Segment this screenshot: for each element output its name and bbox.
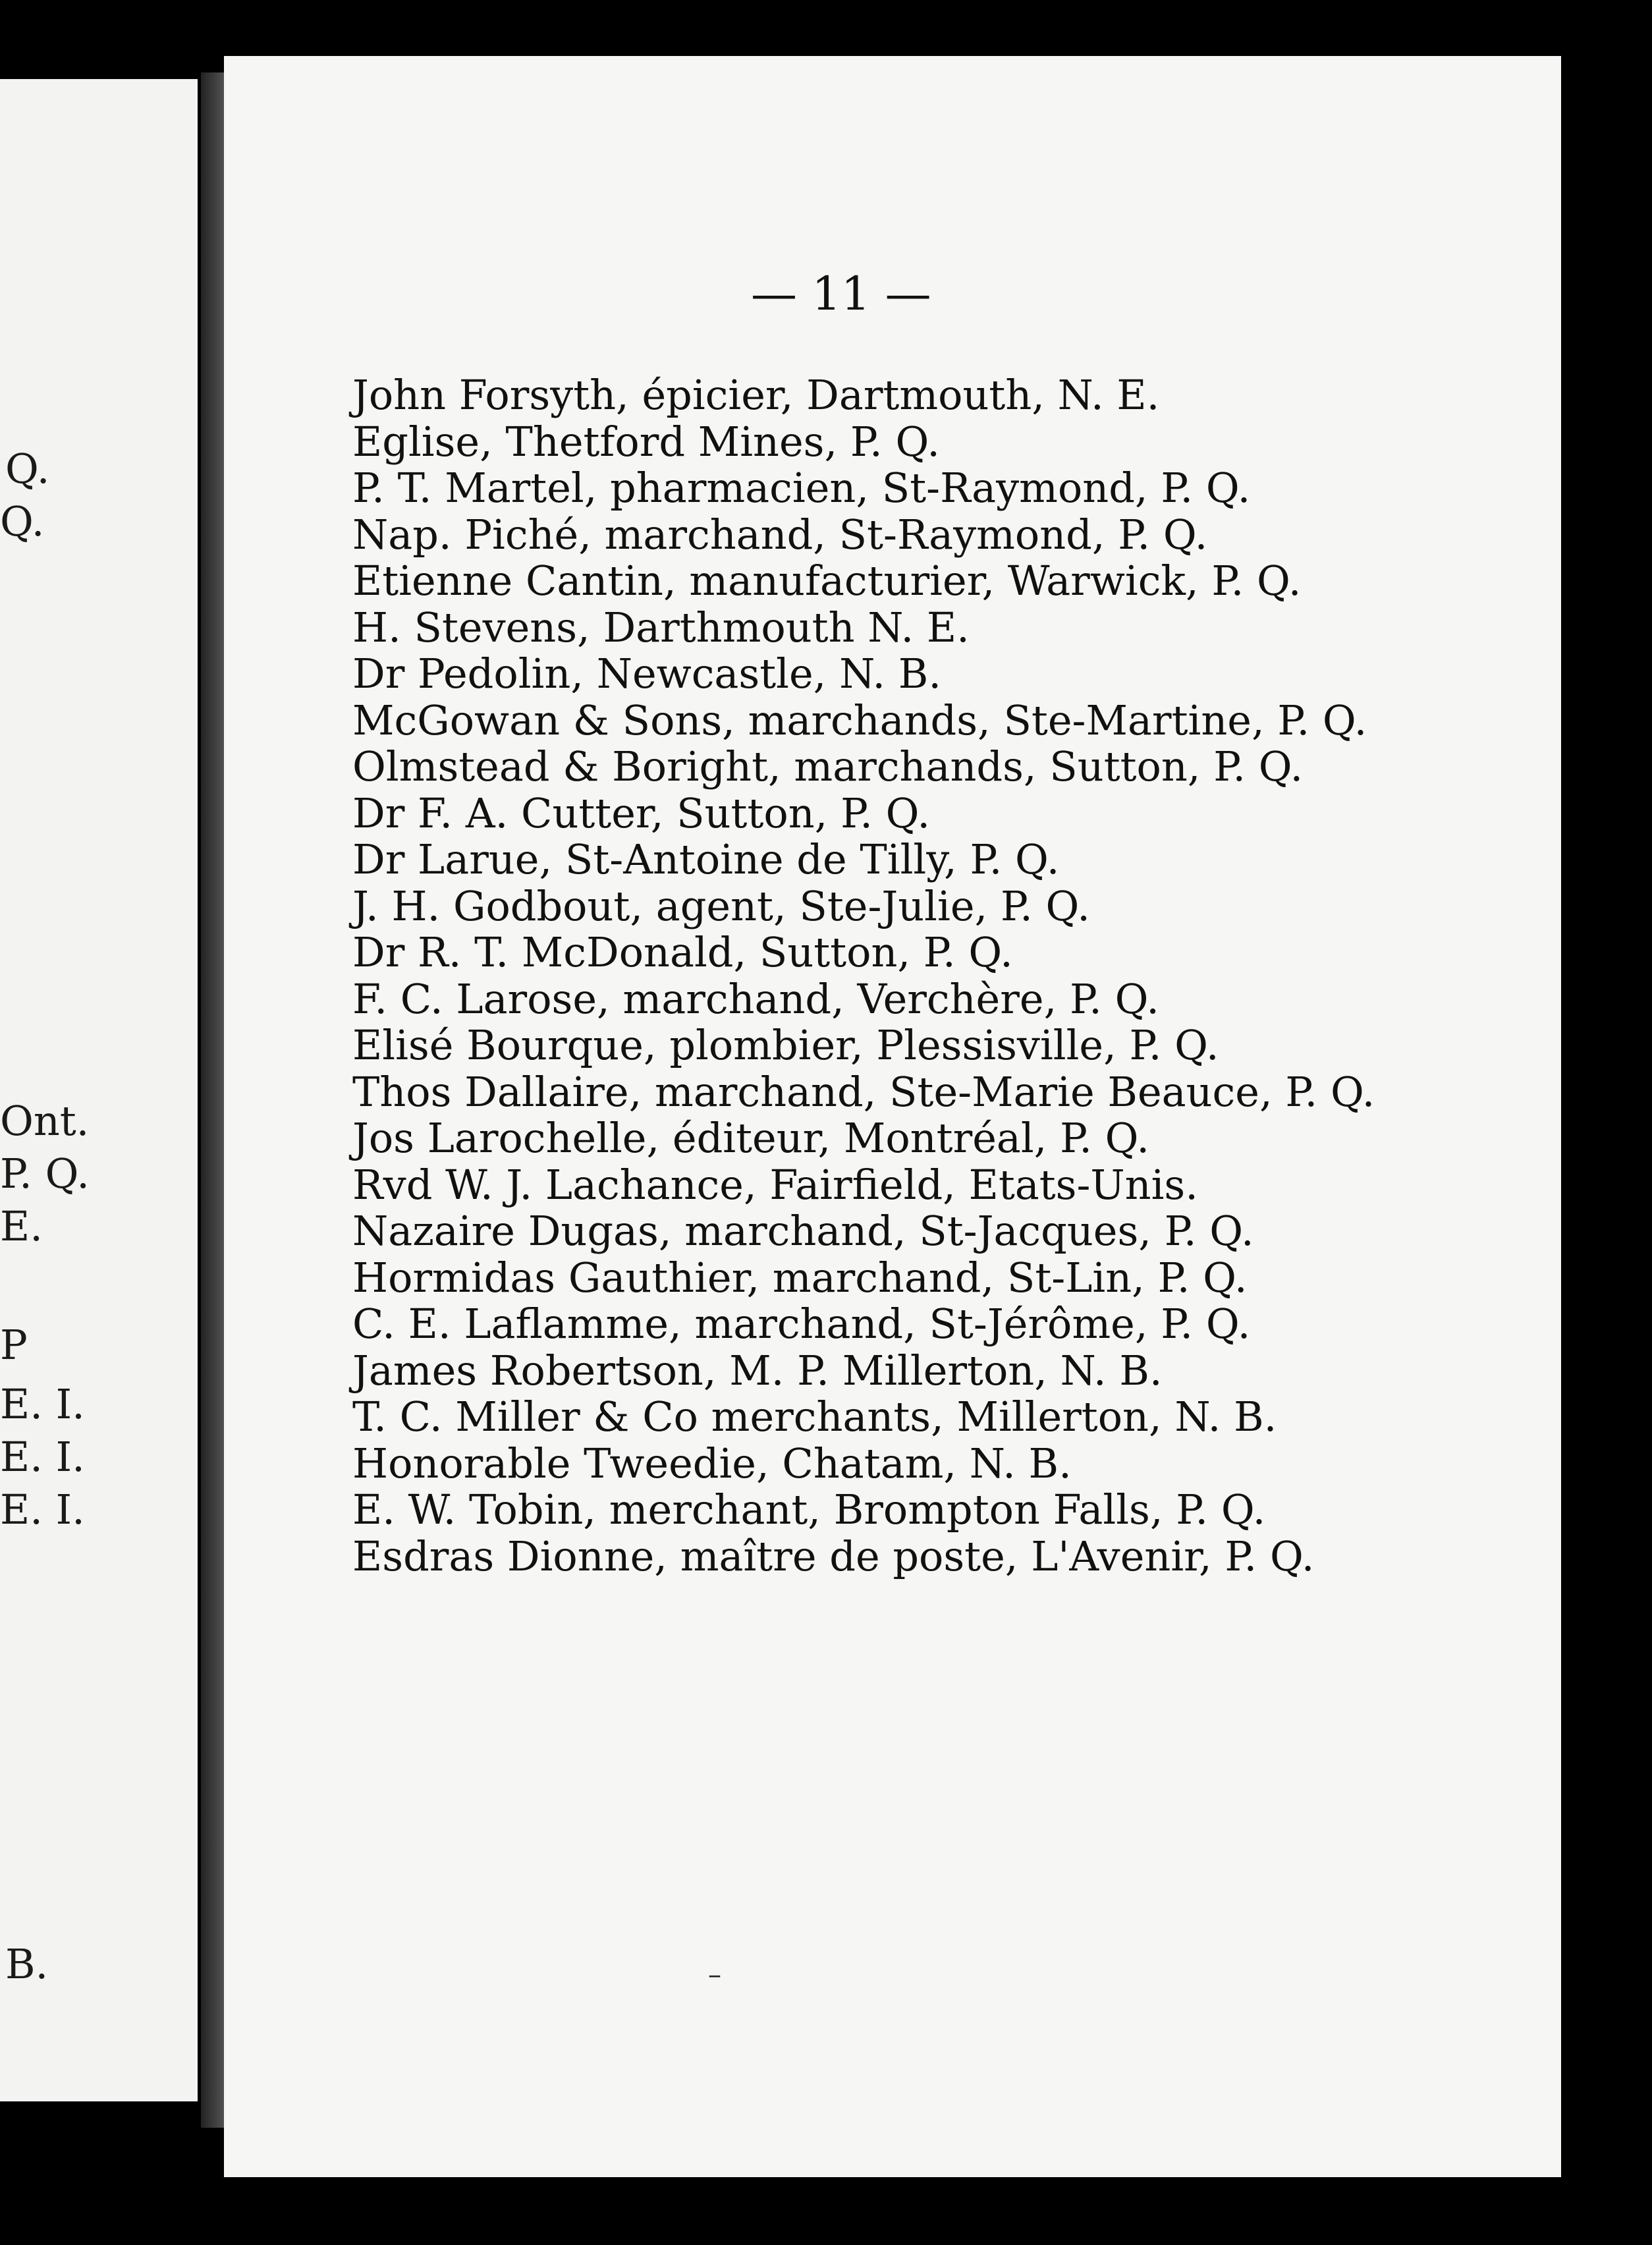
left-fragment: E. I. [0,1380,85,1428]
left-fragment: Q. [5,445,50,493]
page-number: — 11 — [751,267,931,321]
left-page-edge [0,79,198,2101]
list-item: Olmstead & Boright, marchands, Sutton, P. Q. [352,742,1304,790]
subscriber-list [352,372,1375,1580]
list-item: Nap. Piché, marchand, St-Raymond, P. Q. [352,510,1208,559]
list-item: H. Stevens, Darthmouth N. E. [352,603,970,651]
list-item: Elisé Bourque, plombier, Plessisville, P. Q. [352,1021,1219,1069]
list-item: J. H. Godbout, agent, Ste-Julie, P. Q. [352,881,1090,930]
list-item: P. T. Martel, pharmacien, St-Raymond, P. Q. [352,464,1251,512]
list-item: E. W. Tobin, merchant, Brompton Falls, P. Q. [352,1485,1266,1534]
list-item: Eglise, Thetford Mines, P. Q. [352,417,940,466]
left-fragment: B. [5,1940,49,1988]
list-item: Dr R. T. McDonald, Sutton, P. Q. [352,928,1013,976]
left-fragment: P. Q. [0,1150,90,1198]
left-fragment: P [0,1321,28,1369]
list-item: Esdras Dionne, maître de poste, L'Avenir, P. Q. [352,1532,1315,1580]
left-fragment: E. I. [0,1485,85,1534]
list-item: McGowan & Sons, marchands, Ste-Martine, P. Q. [352,696,1367,744]
list-item: C. E. Laflamme, marchand, St-Jérôme, P. Q. [352,1300,1251,1348]
list-item: James Robertson, M. P. Millerton, N. B. [352,1346,1163,1395]
left-fragment: Q. [0,497,45,545]
list-item: Etienne Cantin, manufacturier, Warwick, P. Q. [352,557,1302,605]
list-item: Thos Dallaire, marchand, Ste-Marie Beauce, P. Q. [352,1067,1375,1116]
list-item: Honorable Tweedie, Chatam, N. B. [352,1439,1072,1487]
left-fragment: E. I. [0,1433,85,1481]
stray-ink-mark: – [708,1960,721,1990]
list-item: Hormidas Gauthier, marchand, St-Lin, P. Q. [352,1253,1248,1302]
list-item: Dr F. A. Cutter, Sutton, P. Q. [352,789,931,837]
left-fragment: Ont. [0,1097,90,1145]
list-item: Dr Larue, St-Antoine de Tilly, P. Q. [352,835,1060,883]
list-item: Nazaire Dugas, marchand, St-Jacques, P. Q. [352,1207,1254,1255]
left-fragment: E. [0,1202,43,1250]
list-item: T. C. Miller & Co merchants, Millerton, N. B. [352,1393,1277,1441]
list-item: Rvd W. J. Lachance, Fairfield, Etats-Unis. [352,1160,1198,1209]
list-item: Dr Pedolin, Newcastle, N. B. [352,650,942,698]
list-item: John Forsyth, épicier, Dartmouth, N. E. [352,371,1160,419]
list-item: Jos Larochelle, éditeur, Montréal, P. Q. [352,1114,1150,1162]
list-item: F. C. Larose, marchand, Verchère, P. Q. [352,974,1160,1023]
